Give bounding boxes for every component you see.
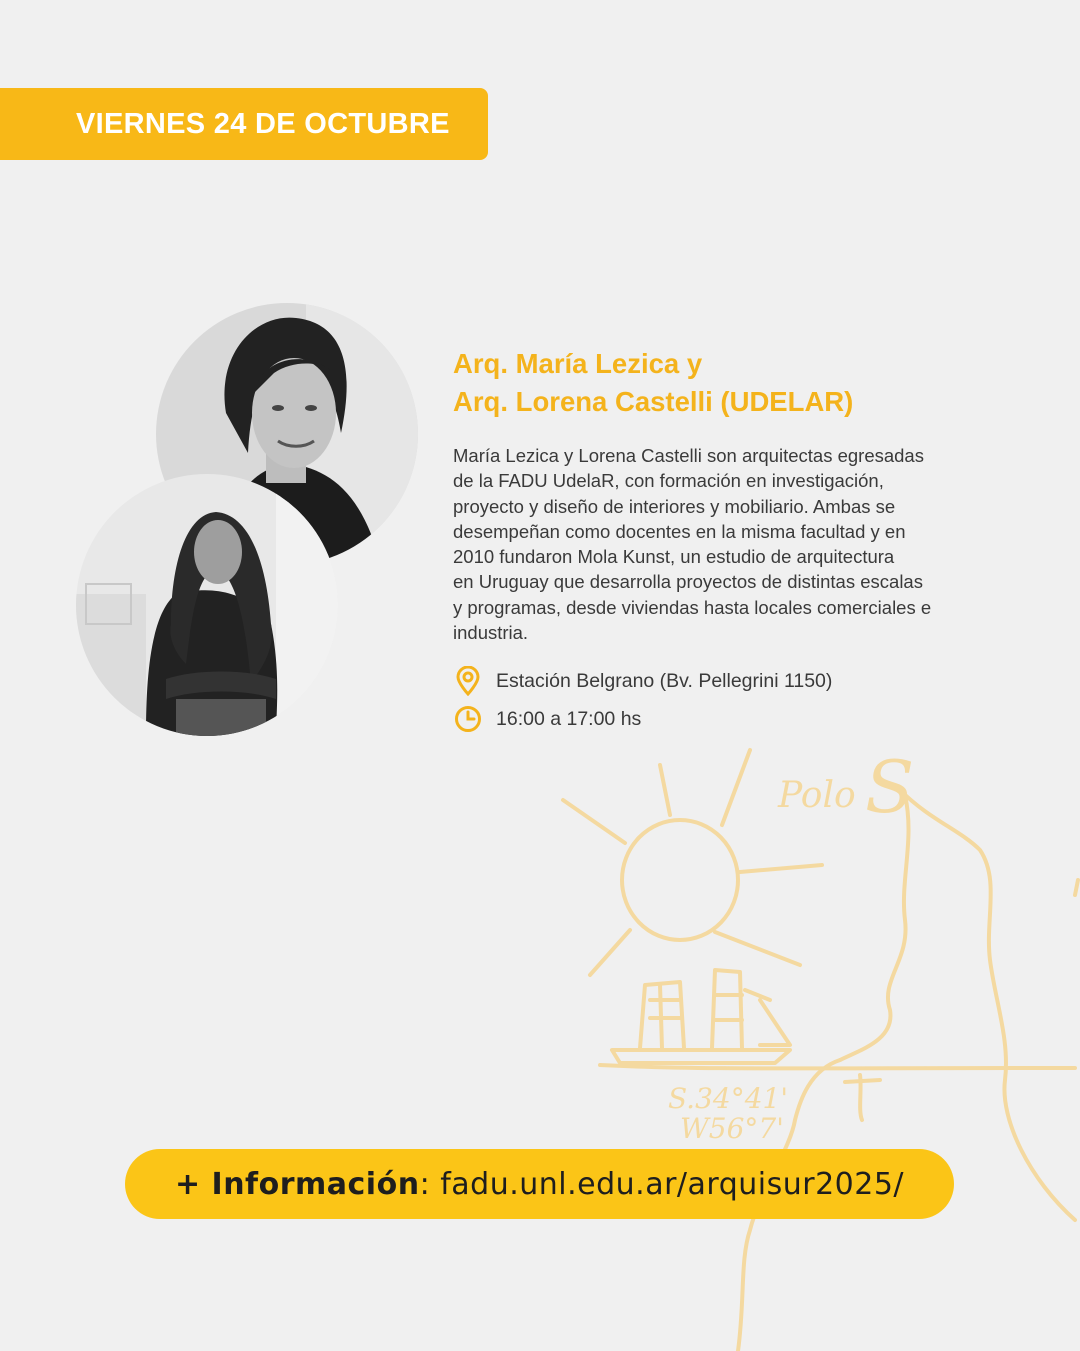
s-doodle-letter: S xyxy=(865,745,915,829)
location-text: Estación Belgrano (Bv. Pellegrini 1150) xyxy=(496,669,833,692)
bio-line: y programas, desde viviendas hasta locales comerciales e xyxy=(453,596,932,618)
coordinate-doodle-1: S.34°41' xyxy=(668,1082,789,1115)
bio-line: desempeñan como docentes en la misma facultad y en xyxy=(453,520,906,542)
speaker-bio xyxy=(453,443,983,645)
location-row xyxy=(453,662,993,700)
bio-line: industria. xyxy=(453,622,529,644)
speaker-photo-castelli xyxy=(76,474,338,736)
date-text: VIERNES 24 DE OCTUBRE xyxy=(76,107,450,140)
bio-line: en Uruguay que desarrolla proyectos de distintas escalas xyxy=(453,571,923,593)
bio-line: María Lezica y Lorena Castelli son arquitectas egresadas xyxy=(453,445,924,466)
bio-line: 2010 fundaron Mola Kunst, un estudio de arquitectura xyxy=(453,546,895,568)
location-pin-icon xyxy=(453,666,483,696)
bio-line: proyecto y diseño de interiores y mobiliario. Ambas se xyxy=(453,495,896,517)
speaker-details xyxy=(453,345,993,738)
coordinate-doodle-2: W56°7' xyxy=(680,1112,784,1145)
speaker-name-line-1: Arq. María Lezica y xyxy=(453,348,703,379)
more-info-separator: : xyxy=(419,1166,431,1202)
clock-icon xyxy=(453,704,483,734)
more-info-label: + Información xyxy=(174,1166,420,1202)
sun-doodle xyxy=(622,820,738,940)
more-info-link[interactable] xyxy=(125,1149,954,1219)
bio-line: de la FADU UdelaR, con formación en investigación, xyxy=(453,470,884,492)
time-row xyxy=(453,700,993,738)
time-text: 16:00 a 17:00 hs xyxy=(496,707,642,730)
speaker-name-line-2: Arq. Lorena Castelli (UDELAR) xyxy=(453,386,854,417)
polo-doodle-text: Polo xyxy=(778,775,856,816)
more-info-url[interactable]: fadu.unl.edu.ar/arquisur2025/ xyxy=(430,1166,905,1202)
date-banner xyxy=(0,88,488,160)
